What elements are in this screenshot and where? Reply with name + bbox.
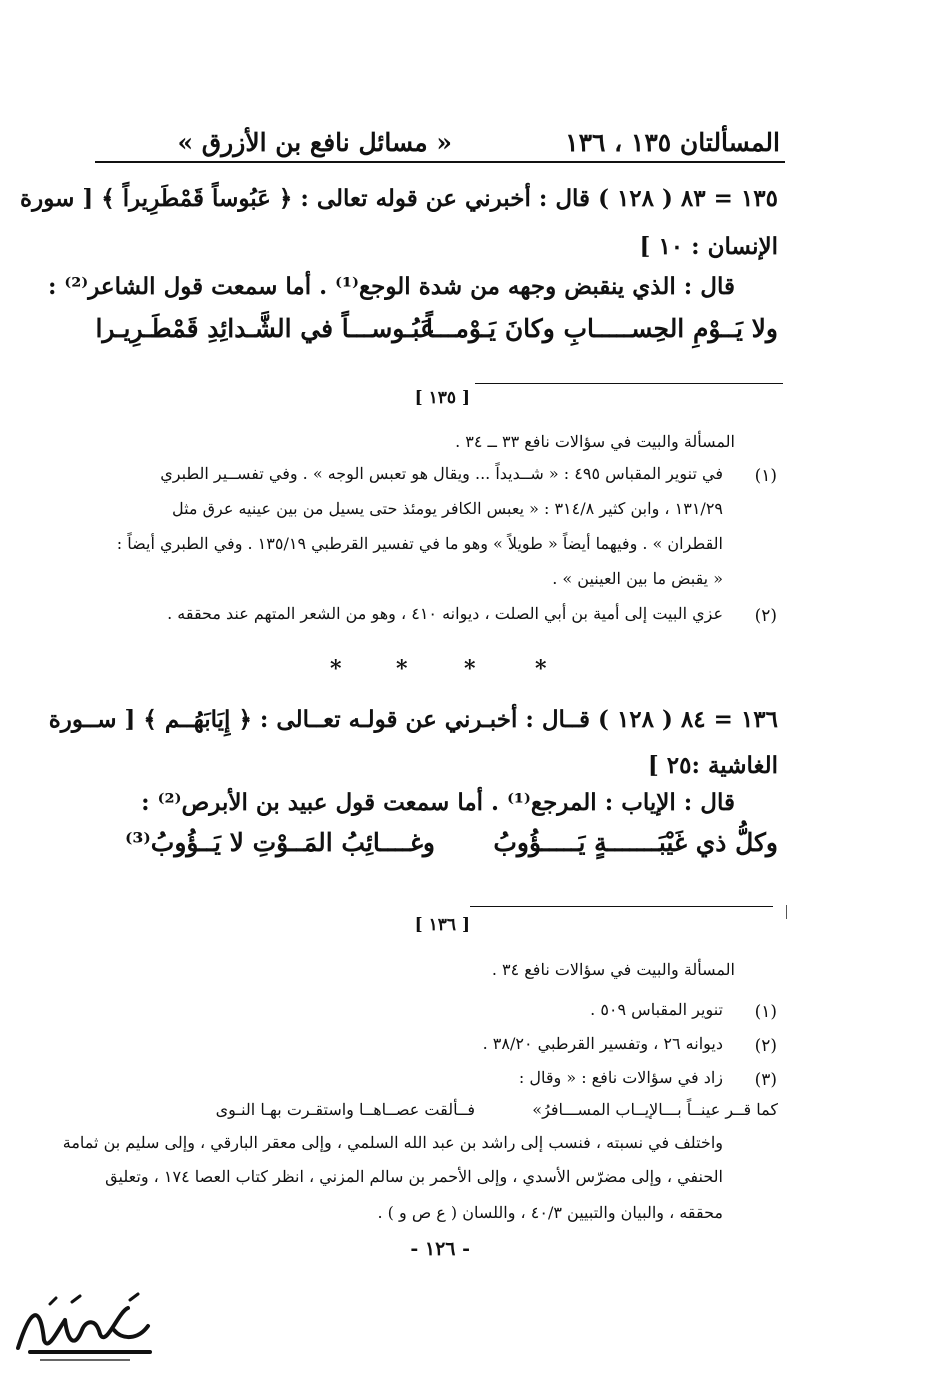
q136-verse-second-hemistich: وغــــائِبُ المَــوْتِ لا يَــؤُوبُ⁽³⁾ (124, 828, 435, 857)
q136-verse-first-hemistich: وكلُّ ذي غَيْبَـــــــةٍ يَـــــؤُوبُ (493, 828, 778, 857)
q136-fn3-verse-second: كما قــر عينــاً بـــالإيــاب المســـافرُ» (532, 1100, 778, 1119)
footnote-rule-135 (475, 383, 783, 384)
q136-reference: [ ١٣٦ ] (414, 915, 470, 935)
q136-fn3-verse-first: فــألقت عصــاهــا واستقـرت بهـا النـوى (215, 1100, 475, 1119)
q136-fn3-line4: محققه ، والبيان والتبيين ٤٠/٣ ، واللسان ( ع ص و ) . (377, 1203, 723, 1222)
q135-fn1-line1: في تنوير المقباس ٤٩٥ : « شــديداً ... ويقال هو تعبس الوجه » . وفي تفســير الطبري (160, 464, 723, 483)
q135-reference: [ ١٣٥ ] (414, 388, 470, 408)
header-rule (95, 161, 785, 163)
footnote-rule-136 (470, 906, 773, 907)
q135-answer: قال : الذي ينقبض وجهه من شدة الوجع⁽¹⁾ . أما سمعت قول الشاعر⁽²⁾ : (47, 273, 735, 300)
q135-fn2-line1: عزي البيت إلى أمية بن أبي الصلت ، ديوانه ٤١٠ ، وهو من الشعر المتهم عند محققه . (167, 604, 723, 623)
running-header-right: المسألتان ١٣٥ ، ١٣٦ (565, 128, 780, 157)
q135-fn1-line3: القطران » . وفيهما أيضاً « طويلاً » وهو ما في تفسير القرطبي ١٣٥/١٩ . وفي الطبري أيضاً : (116, 534, 723, 553)
q136-reference-note: المسألة والبيت في سؤالات نافع ٣٤ . (491, 960, 735, 979)
q135-reference-note: المسألة والبيت في سؤالات نافع ٣٣ ــ ٣٤ . (455, 432, 735, 451)
separator-star: * (535, 656, 547, 682)
q135-fn2-marker: (٢) (754, 606, 777, 626)
page-number: - ١٢٦ - (410, 1238, 470, 1260)
q136-line1: ١٣٦ = ٨٤ ( ١٢٨ ) قــال : أخبـرني عن قولـه تعــالى : ﴿ إِيَابَهُــم ﴾ [ ســورة (48, 706, 778, 733)
q136-fn1-line1: تنوير المقباس ٥٠٩ . (590, 1000, 723, 1019)
q135-line2: الإنسان : ١٠ ] (639, 233, 778, 260)
q136-fn1-marker: (١) (754, 1002, 777, 1022)
running-header-left: « مسائل نافع بن الأزرق » (177, 128, 452, 157)
q136-line2: الغاشية :٢٥ ] (647, 752, 778, 779)
q135-line1: ١٣٥ = ٨٣ ( ١٢٨ ) قال : أخبرني عن قوله تعالى : ﴿ عَبُوساً قَمْطَرِيراً ﴾ [ سورة (20, 185, 778, 212)
q135-fn1-line4: « يقبض ما بين العينين » . (552, 569, 723, 588)
q135-verse-first-hemistich: ولا يَــوْمِ الحِســـــابِ وكانَ يَـوْمـــاً (425, 314, 778, 343)
q136-fn3-marker: (٣) (754, 1070, 777, 1090)
q136-answer: قال : الإياب : المرجع⁽¹⁾ . أما سمعت قول عبيد بن الأبرص⁽²⁾ : (141, 789, 735, 816)
q136-fn3-line2: واختلف في نسبته ، فنسب إلى راشد بن عبد الله السلمي ، وإلى معقر البارقي ، وإلى سليم بن ثمامة (62, 1133, 723, 1152)
q136-fn2-line1: ديوانه ٢٦ ، وتفسير القرطبي ٣٨/٢٠ . (482, 1034, 723, 1053)
q136-fn3-line3: الحنفي ، وإلى مضرّس الأسدي ، وإلى الأحمر بن سالم المزني ، انظر كتاب العصا ١٧٤ ، وتعليق (105, 1167, 723, 1186)
q135-verse-second-hemistich: عَبُـوســـاً في الشَّـدائِدِ قَمْطَـرِيـرا (95, 314, 435, 343)
separator-star: * (396, 656, 408, 682)
separator-star: * (330, 656, 342, 682)
calligraphy-stamp-logo (10, 1290, 160, 1365)
q135-fn1-line2: ١٣١/٢٩ ، وابن كثير ٣١٤/٨ : « يعبس الكافر يومئذ حتى يسيل من بين عينيه عرق مثل (171, 499, 723, 518)
margin-tick (786, 905, 787, 919)
q136-fn3-line1: زاد في سؤالات نافع : « وقال : (518, 1068, 723, 1087)
q135-fn1-marker: (١) (754, 466, 777, 486)
separator-star: * (464, 656, 476, 682)
q136-fn2-marker: (٢) (754, 1036, 777, 1056)
